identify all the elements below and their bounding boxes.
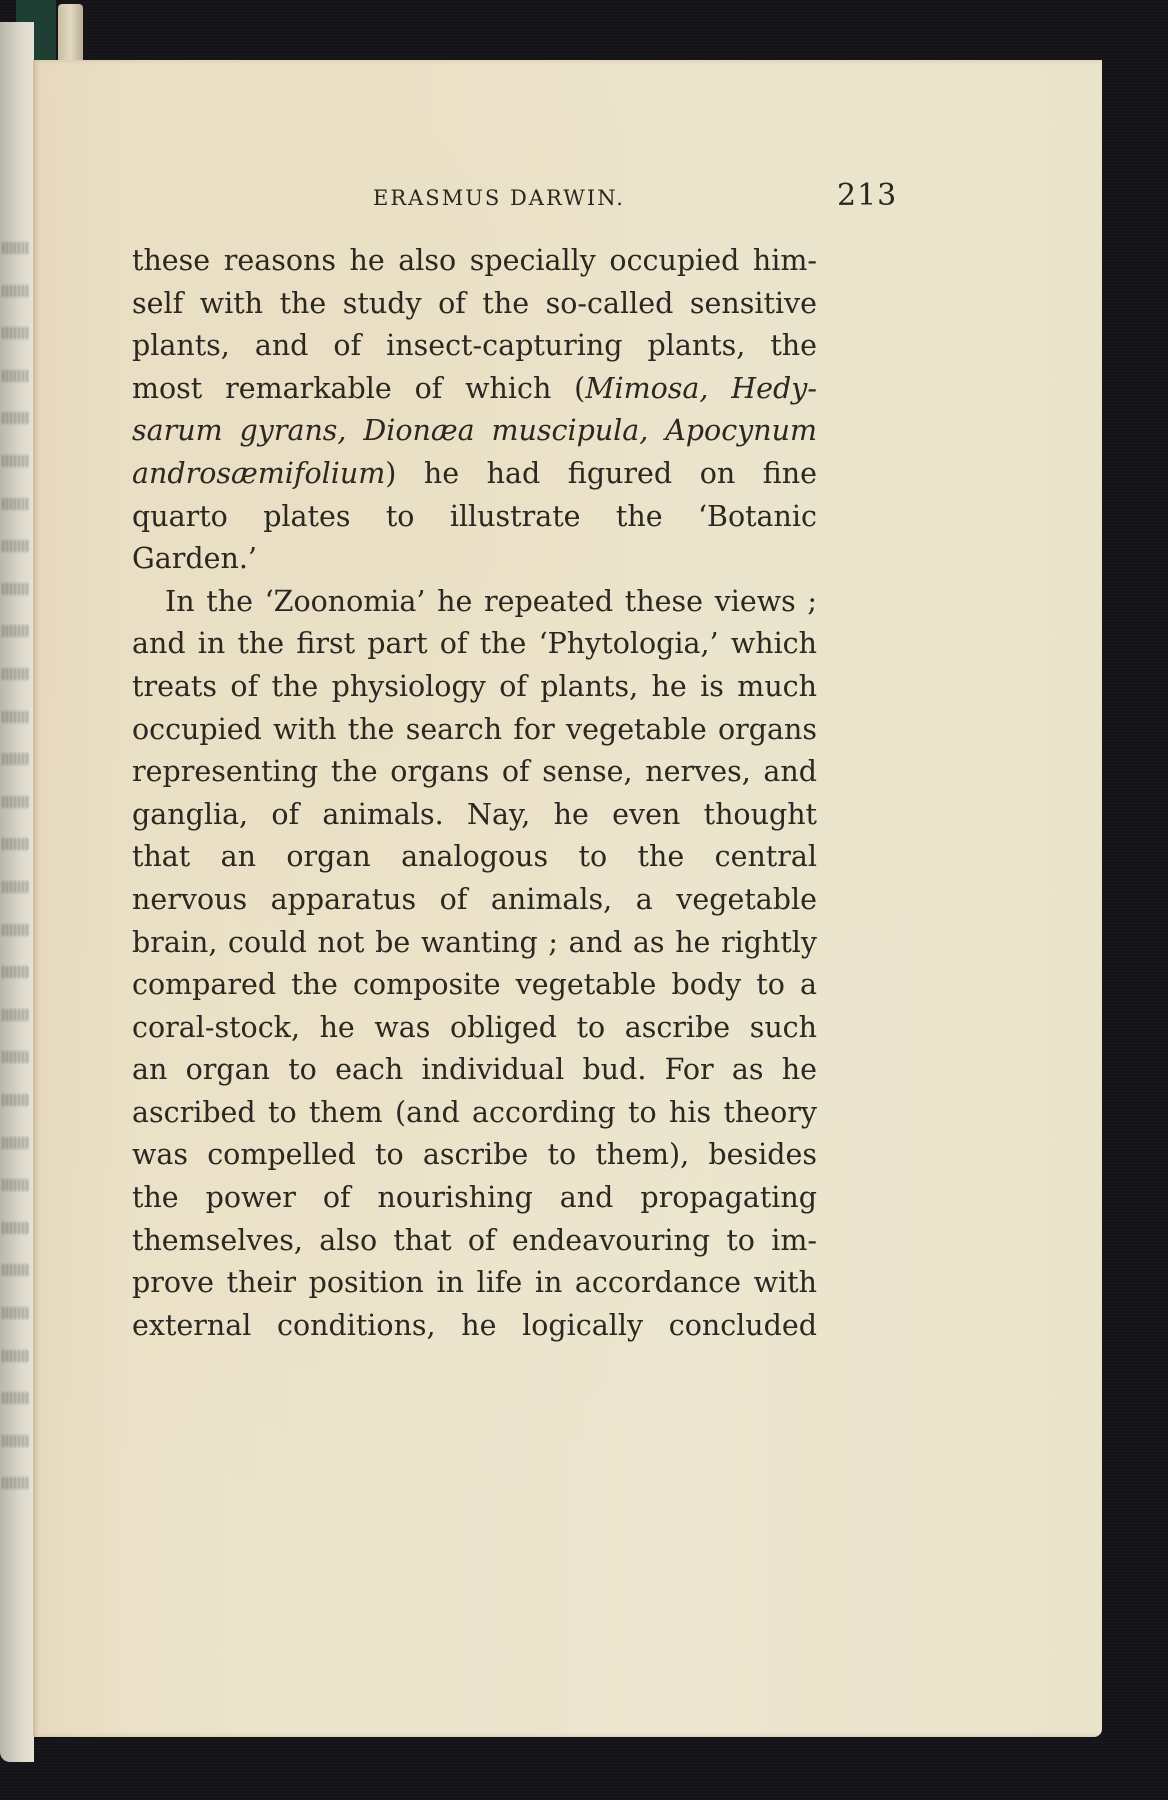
running-head	[33, 172, 1102, 212]
italic-botanical-name: androsæmifolium	[132, 456, 386, 490]
text-line: brain, could not be wanting ; and as he rightly	[132, 925, 817, 959]
ghost-text-line	[2, 540, 30, 552]
previous-page-edge	[0, 22, 34, 1762]
ghost-text-line	[2, 412, 30, 424]
text-line: Garden.’	[132, 542, 257, 576]
ghost-text-line	[2, 1009, 30, 1021]
body-text	[132, 240, 817, 1347]
ghost-text-line	[2, 711, 30, 723]
ghost-text-line	[2, 796, 30, 808]
text-line: prove their position in life in accordance with	[132, 1266, 817, 1300]
ghost-text-line	[2, 966, 30, 978]
text-line: nervous apparatus of animals, a vegetable	[132, 882, 817, 916]
text-line: ascribed to them (and according to his theory	[132, 1095, 817, 1129]
text-line: the power of nourishing and propagating	[132, 1181, 817, 1215]
text-line: and in the first part of the ‘Phytologia,’ which	[132, 627, 817, 661]
ghost-text-line	[2, 1392, 30, 1404]
ghost-text-line	[2, 370, 30, 382]
ghost-text-line	[2, 498, 30, 510]
ghost-text-line	[2, 1477, 30, 1489]
text-line: self with the study of the so-called sensitive	[132, 286, 817, 320]
ghost-text-line	[2, 1094, 30, 1106]
text-line: themselves, also that of endeavouring to im-	[132, 1223, 817, 1257]
book-page	[33, 60, 1102, 1737]
text-line: plants, and of insect-capturing plants, the	[132, 329, 817, 363]
ghost-text-line	[2, 1051, 30, 1063]
page-number: 213	[837, 178, 898, 213]
text-segment: ) he had figured on fine	[385, 456, 817, 490]
text-line: these reasons he also specially occupied him-	[132, 244, 817, 277]
ghost-text-line	[2, 625, 30, 637]
ghost-text-line	[2, 583, 30, 595]
text-line: coral-stock, he was obliged to ascribe such	[132, 1010, 817, 1044]
ghost-text-line	[2, 668, 30, 680]
ghost-text-line	[2, 1137, 30, 1149]
italic-botanical-name: Mimosa, Hedy-	[585, 371, 817, 405]
text-line: was compelled to ascribe to them), besides	[132, 1138, 817, 1172]
text-line	[132, 453, 817, 496]
text-line: external conditions, he logically concluded	[132, 1308, 817, 1342]
ghost-text-line	[2, 838, 30, 850]
text-line: representing the organs of sense, nerves, and	[132, 755, 817, 789]
ghost-text-line	[2, 1350, 30, 1362]
text-line: In the ‘Zoonomia’ he repeated these views ;	[165, 584, 817, 618]
ghost-text-line	[2, 1307, 30, 1319]
ghost-text-line	[2, 924, 30, 936]
ghost-text-line	[2, 1264, 30, 1276]
bookmark-ribbon	[58, 4, 83, 60]
text-line	[132, 368, 817, 411]
ghost-text-line	[2, 881, 30, 893]
text-line: an organ to each individual bud. For as he	[132, 1053, 817, 1087]
ghost-text-line	[2, 1435, 30, 1447]
text-line: ganglia, of animals. Nay, he even thought	[132, 797, 817, 831]
text-line: compared the composite vegetable body to a	[132, 968, 817, 1002]
text-line: quarto plates to illustrate the ‘Botanic	[132, 499, 817, 533]
text-line	[132, 410, 817, 453]
ghost-text-line	[2, 1179, 30, 1191]
running-head-title: ERASMUS DARWIN.	[373, 186, 625, 210]
text-line: treats of the physiology of plants, he is much	[132, 669, 817, 703]
text-line: occupied with the search for vegetable organs	[132, 712, 817, 746]
text-segment: most remarkable of which (	[132, 371, 586, 405]
ghost-text-line	[2, 327, 30, 339]
ghost-text-line	[2, 455, 30, 467]
italic-botanical-name: sarum gyrans, Dionæa muscipula, Apocynum	[132, 414, 817, 448]
ghost-text-line	[2, 285, 30, 297]
ghost-text-line	[2, 753, 30, 765]
ghost-text-line	[2, 242, 30, 254]
text-line: that an organ analogous to the central	[132, 840, 817, 874]
ghost-text-line	[2, 1222, 30, 1234]
